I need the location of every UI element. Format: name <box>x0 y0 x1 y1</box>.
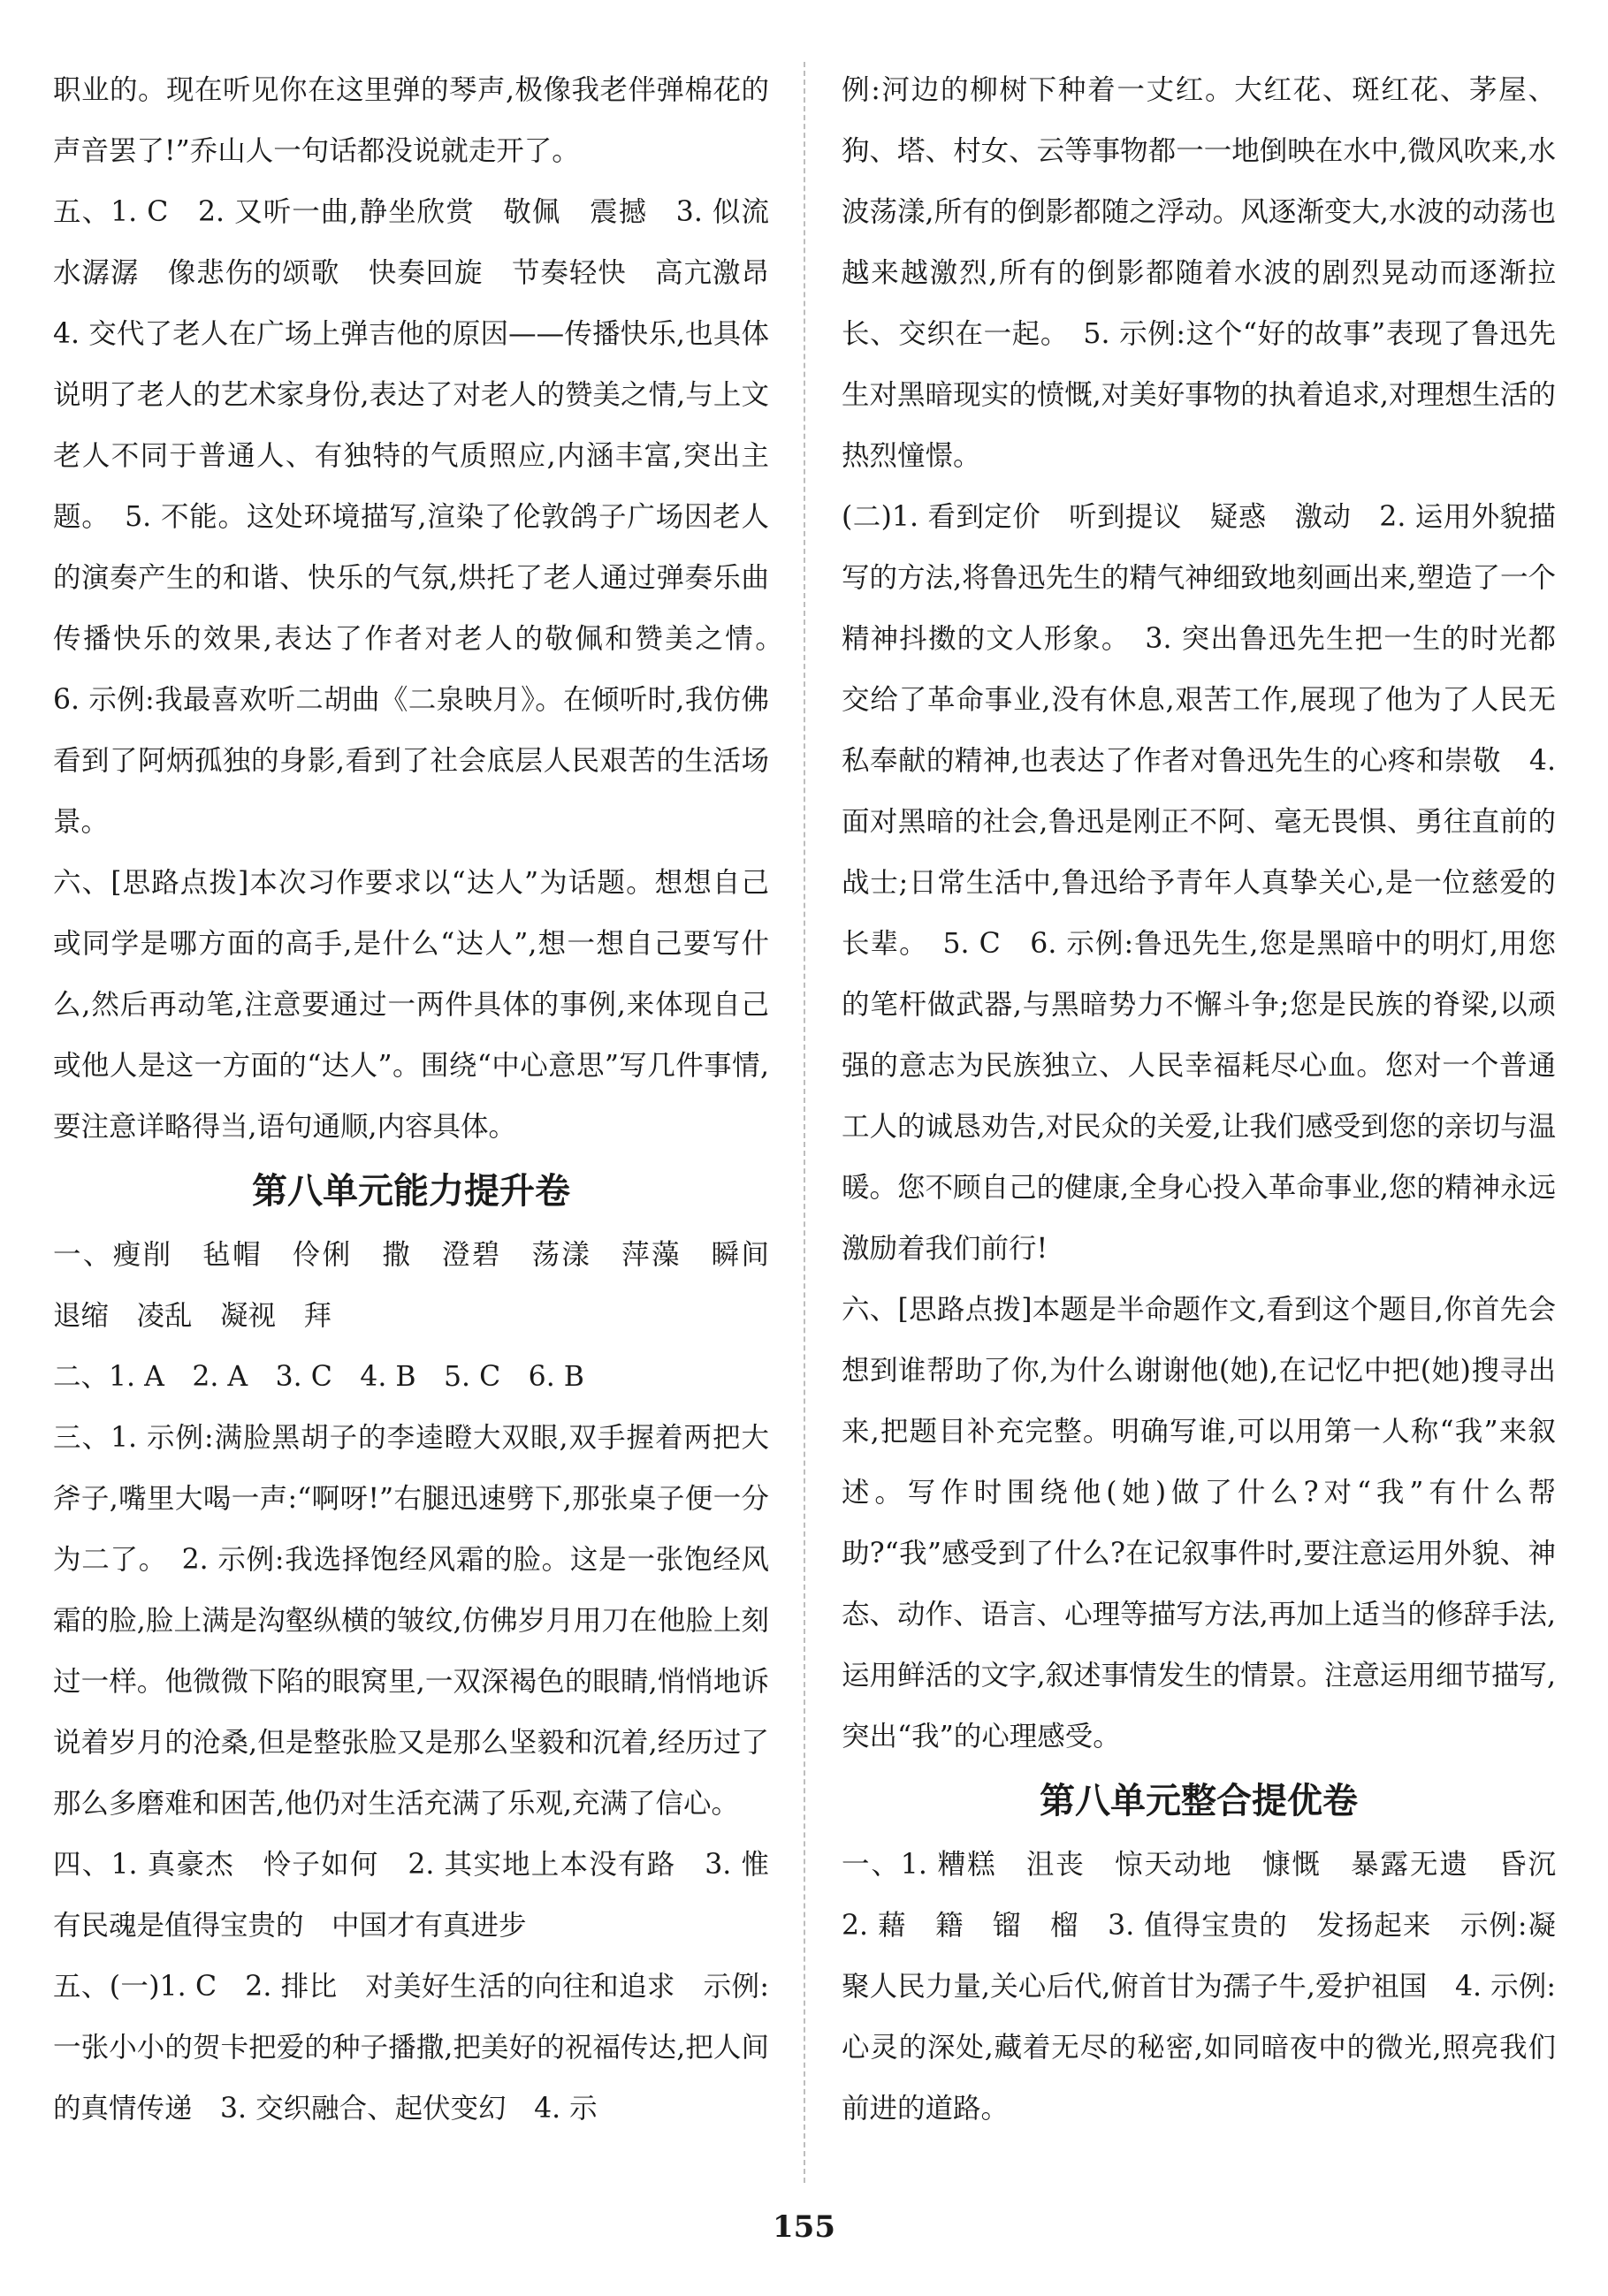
answer-paragraph: 一、1. 糟糕 沮丧 惊天动地 慷慨 暴露无遗 昏沉 2. 藉 籍 镏 榴 3. 值得宝贵的 发扬起来 示例:凝聚人民力量,关心后代,俯首甘为孺子牛,爱护祖国 4. 示例:心灵的深处,藏着无尽的秘密,如同暗夜中的微光,照亮我们前进的道路。 <box>842 1849 1584 2125</box>
answer-paragraph: 五、(一)1. C 2. 排比 对美好生活的向往和追求 示例:一张小小的贺卡把爱的种子播撒,把美好的祝福传达,把人间的真情传递 3. 交织融合、起伏变幻 4. 示 <box>53 1971 769 2125</box>
answer-paragraph: 五、1. C 2. 又听一曲,静坐欣赏 敬佩 震撼 3. 似流水潺潺 像悲伤的颂歌 快奏回旋 节奏轻快 高亢激昂 4. 交代了老人在广场上弹吉他的原因——传播快乐,也具体说明了老人的艺术家身份,表达了对老人的赞美之情,与上文老人不同于普通人、有独特的气质照应,内涵丰富,突出主题。 5. 不能。这处环境描写,渲染了伦敦鸽子广场因老人的演奏产生的和谐、快乐的气氛,烘托了老人通过弹奏乐曲传播快乐的效果,表达了作者对老人的敬佩和赞美之情。 6. 示例:我最喜欢听二胡曲《二泉映月》。在倾听时,我仿佛看到了阿炳孤独的身影,看到了社会底层人民艰苦的生活场景。 <box>53 196 797 838</box>
answer-paragraph: 职业的。现在听见你在这里弹的琴声,极像我老伴弹棉花的声音罢了!”乔山人一句话都没说就走开了。 <box>53 74 769 167</box>
answer-paragraph: 一、瘦削 毡帽 伶俐 撒 澄碧 荡漾 萍藻 瞬间 退缩 凌乱 凝视 拜 <box>53 1239 797 1332</box>
section-title: 第八单元能力提升卷 <box>252 1171 570 1212</box>
answer-paragraph: 例:河边的柳树下种着一丈红。大红花、斑红花、茅屋、狗、塔、村女、云等事物都一一地倒映在水中,微风吹来,水波荡漾,所有的倒影都随之浮动。风逐渐变大,水波的动荡也越来越激烈,所有的倒影都随着水波的剧烈晃动而逐渐拉长、交织在一起。 5. 示例:这个“好的故事”表现了鲁迅先生对黑暗现实的愤慨,对美好事物的执着追求,对理想生活的热烈憧憬。 <box>842 74 1556 472</box>
section-title: 第八单元整合提优卷 <box>1040 1781 1358 1821</box>
answer-paragraph: (二)1. 看到定价 听到提议 疑惑 激动 2. 运用外貌描写的方法,将鲁迅先生的精气神细致地刻画出来,塑造了一个精神抖擞的文人形象。 3. 突出鲁迅先生把一生的时光都交给了革命事业,没有休息,艰苦工作,展现了他为了人民无私奉献的精神,也表达了作者对鲁迅先生的心疼和崇敬 4. 面对黑暗的社会,鲁迅是刚正不阿、毫无畏惧、勇往直前的战士;日常生活中,鲁迅给予青年人真挚关心,是一位慈爱的长辈。 5. C 6. 示例:鲁迅先生,您是黑暗中的明灯,用您的笔杆做武器,与黑暗势力不懈斗争;您是民族的脊梁,以顽强的意志为民族独立、人民幸福耗尽心血。您对一个普通工人的诚恳劝告,对民众的关爱,让我们感受到您的亲切与温暖。您不顾自己的健康,全身心投入革命事业,您的精神永远激励着我们前行! <box>842 501 1556 1265</box>
right-column <box>842 60 1584 2140</box>
answer-paragraph: 三、1. 示例:满脸黑胡子的李逵瞪大双眼,双手握着两把大斧子,嘴里大喝一声:“啊呀!”右腿迅速劈下,那张桌子便一分为二了。 2. 示例:我选择饱经风霜的脸。这是一张饱经风霜的脸,脸上满是沟壑纵横的皱纹,仿佛岁月用刀在他脸上刻过一样。他微微下陷的眼窝里,一双深褐色的眼睛,悄悄地诉说着岁月的沧桑,但是整张脸又是那么坚毅和沉着,经历过了那么多磨难和困苦,他仍对生活充满了乐观,充满了信心。 <box>53 1422 769 1820</box>
answer-paragraph: 六、[思路点拨]本题是半命题作文,看到这个题目,你首先会想到谁帮助了你,为什么谢谢他(她),在记忆中把(她)搜寻出来,把题目补充完整。明确写谁,可以用第一人称“我”来叙述。写作时围绕他(她)做了什么?对“我”有什么帮助?“我”感受到了什么?在记叙事件时,要注意运用外貌、神态、动作、语言、心理等描写方法,再加上适当的修辞手法,运用鲜活的文字,叙述事情发生的情景。注意运用细节描写,突出“我”的心理感受。 <box>842 1294 1556 1752</box>
column-divider <box>804 62 805 2183</box>
answer-paragraph: 四、1. 真豪杰 怜子如何 2. 其实地上本没有路 3. 惟有民魂是值得宝贵的 中国才有真进步 <box>53 1849 769 1942</box>
answer-paragraph: 二、1. A 2. A 3. C 4. B 5. C 6. B <box>53 1361 584 1393</box>
answer-paragraph: 六、[思路点拨]本次习作要求以“达人”为话题。想想自己或同学是哪方面的高手,是什么“达人”,想一想自己要写什么,然后再动笔,注意要通过一两件具体的事例,来体现自己或他人是这一方面的“达人”。围绕“中心意思”写几件事情,要注意详略得当,语句通顺,内容具体。 <box>53 867 769 1143</box>
left-column <box>53 60 797 2140</box>
page-number: 155 <box>773 2209 835 2245</box>
